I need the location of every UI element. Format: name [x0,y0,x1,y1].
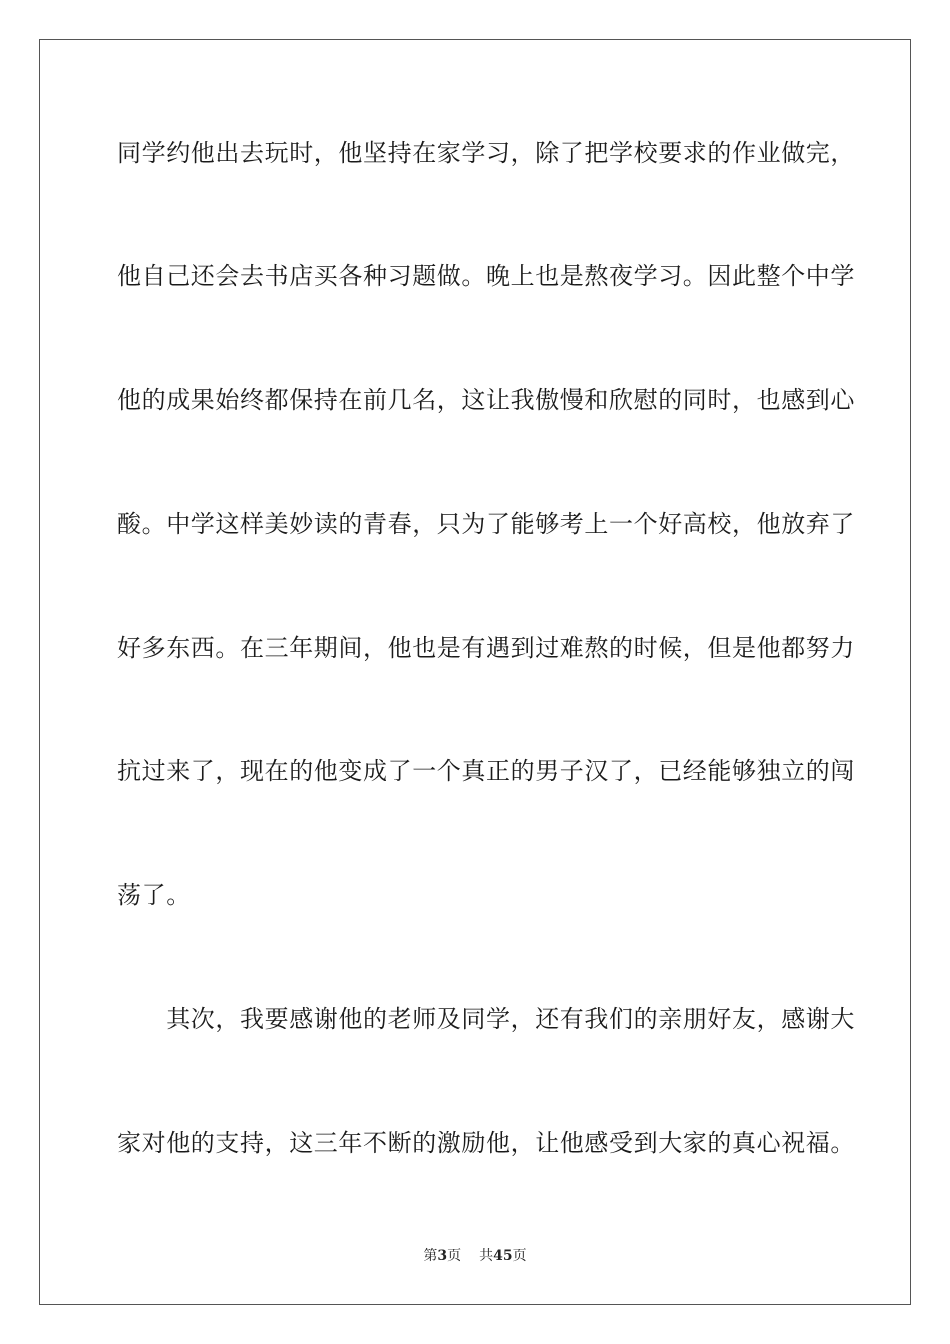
footer-total-pages: 45 [493,1248,513,1264]
body-line-5: 好多东西。在三年期间，他也是有遇到过难熬的时候，但是他都努力 [117,634,855,662]
body-line-3: 他的成果始终都保持在前几名，这让我傲慢和欣慰的同时，也感到心 [117,386,855,414]
footer-total-suffix: 页 [512,1248,527,1264]
body-line-1: 同学约他出去玩时，他坚持在家学习，除了把学校要求的作业做完， [117,139,855,167]
footer-page-suffix: 页 [447,1248,462,1264]
body-line-6: 抗过来了，现在的他变成了一个真正的男子汉了，已经能够独立的闯 [117,757,855,785]
body-line-7: 荡了。 [117,881,191,909]
body-line-9: 家对他的支持，这三年不断的激励他，让他感受到大家的真心祝福。 [117,1129,855,1157]
body-line-8: 其次，我要感谢他的老师及同学，还有我们的亲朋好友，感谢大 [117,1005,855,1033]
body-line-4: 酸。中学这样美妙读的青春，只为了能够考上一个好高校，他放弃了 [117,510,855,538]
footer-page-number: 3 [437,1248,448,1264]
page-border [39,39,911,1305]
page-footer [0,1247,950,1265]
footer-page-prefix: 第 [423,1248,438,1264]
body-line-2: 他自己还会去书店买各种习题做。晚上也是熬夜学习。因此整个中学 [117,262,855,290]
footer-total-prefix: 共 [479,1248,494,1264]
